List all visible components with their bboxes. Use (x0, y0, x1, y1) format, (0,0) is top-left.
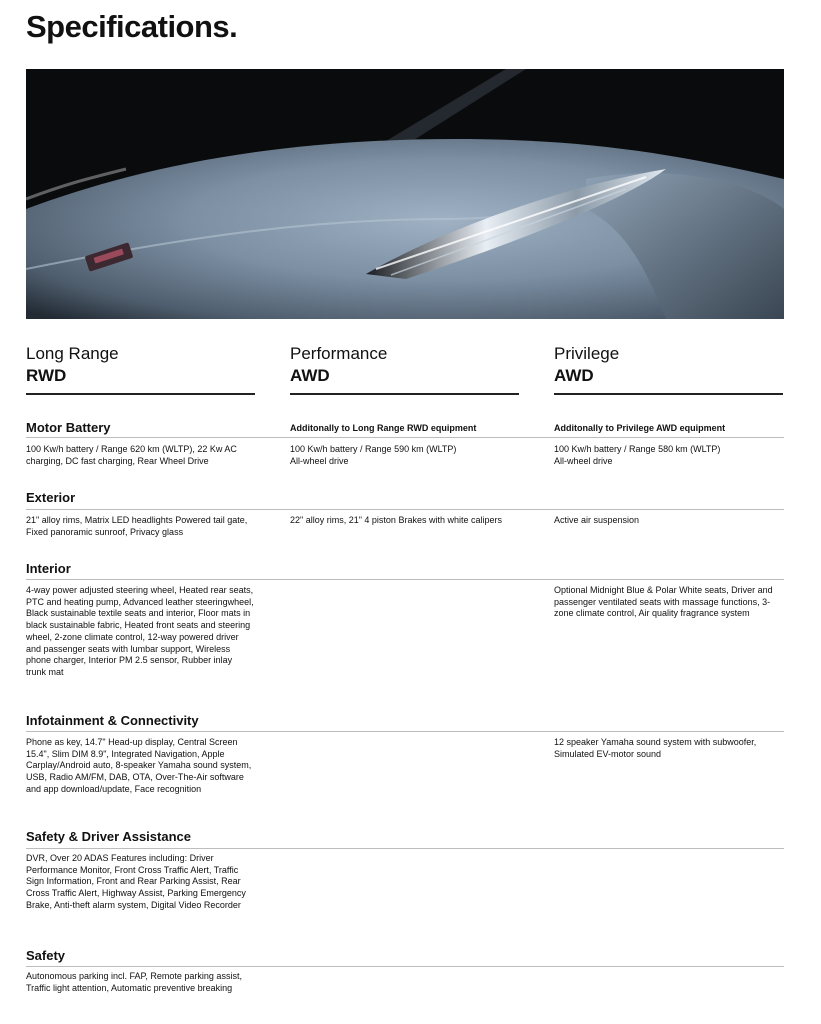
page-title: Specifications. (26, 9, 238, 44)
spec-cell: 12 speaker Yamaha sound system with subwoofer, Simulated EV-motor sound (554, 737, 757, 759)
spec-cell: 21" alloy rims, Matrix LED headlights Powered tail gate, Fixed panoramic sunroof, Privacy glass (26, 515, 248, 537)
car-hero-image (26, 69, 784, 319)
trim-name: Privilege (554, 344, 620, 363)
spec-cell: 100 Kw/h battery / Range 590 km (WLTP) All-wheel drive (290, 444, 457, 466)
section-divider (26, 731, 784, 732)
spec-cell: 4-way power adjusted steering wheel, Heated rear seats, PTC and heating pump, Advanced leather steeringwheel, Black sustainable textile seats and interior, Floor mats in black sustainable fabric, Heated front seats and steering wheel, 2-zone climate control, 12-way powered driver and passenger seats with lumbar support, Wireless phone charger, Interior PM 2.5 sensor, Rubber inlay trunk mat (26, 585, 254, 677)
spec-cell: 100 Kw/h battery / Range 580 km (WLTP) All-wheel drive (554, 444, 721, 466)
trim-name: Performance (290, 344, 388, 363)
section-divider (26, 966, 784, 967)
trim-header-privilege (554, 343, 783, 395)
section-title-safety: Safety (26, 948, 66, 963)
spec-cell: Autonomous parking incl. FAP, Remote parking assist, Traffic light attention, Automatic preventive breaking (26, 971, 242, 993)
trim-drive: AWD (554, 366, 594, 385)
column-note-privilege: Additonally to Privilege AWD equipment (554, 423, 726, 433)
section-title-safety-driver-assistance: Safety & Driver Assistance (26, 829, 191, 844)
section-divider (26, 848, 784, 849)
section-title-motor-battery: Motor Battery (26, 420, 111, 435)
section-divider (26, 437, 784, 438)
spec-cell: DVR, Over 20 ADAS Features including: Driver Performance Monitor, Front Cross Traffic Alert, Traffic Sign Information, Front and Rear Parking Assist, Rear Cross Traffic Alert, Highway Assist, Parking Emergency Brake, Anti-theft alarm system, Digital Video Recorder (26, 853, 246, 910)
column-note-performance: Additonally to Long Range RWD equipment (290, 423, 477, 433)
trim-drive: AWD (290, 366, 330, 385)
trim-name: Long Range (26, 344, 119, 363)
spec-cell: 22" alloy rims, 21" 4 piston Brakes with white calipers (290, 515, 502, 525)
section-title-interior: Interior (26, 561, 71, 576)
spec-cell: Active air suspension (554, 515, 640, 525)
section-divider (26, 509, 784, 510)
spec-cell: Phone as key, 14.7" Head-up display, Central Screen 15.4", Slim DIM 8.9", Integrated Navigation, Apple Carplay/Android auto, 8-speaker Yamaha sound system, USB, Radio AM/FM, DAB, OTA, Over-The-Air software and app download/update, Face recognition (26, 737, 252, 794)
section-title-infotainment: Infotainment & Connectivity (26, 713, 199, 728)
section-title-exterior: Exterior (26, 490, 76, 505)
trim-header-performance (290, 343, 519, 395)
trim-header-long-range (26, 343, 255, 395)
section-divider (26, 579, 784, 580)
trim-drive: RWD (26, 366, 67, 385)
spec-cell: Optional Midnight Blue & Polar White seats, Driver and passenger ventilated seats with massage functions, 3-zone climate control, Air quality fragrance system (554, 585, 773, 619)
spec-cell: 100 Kw/h battery / Range 620 km (WLTP), 22 Kw AC charging, DC fast charging, Rear Wheel Drive (26, 444, 237, 466)
